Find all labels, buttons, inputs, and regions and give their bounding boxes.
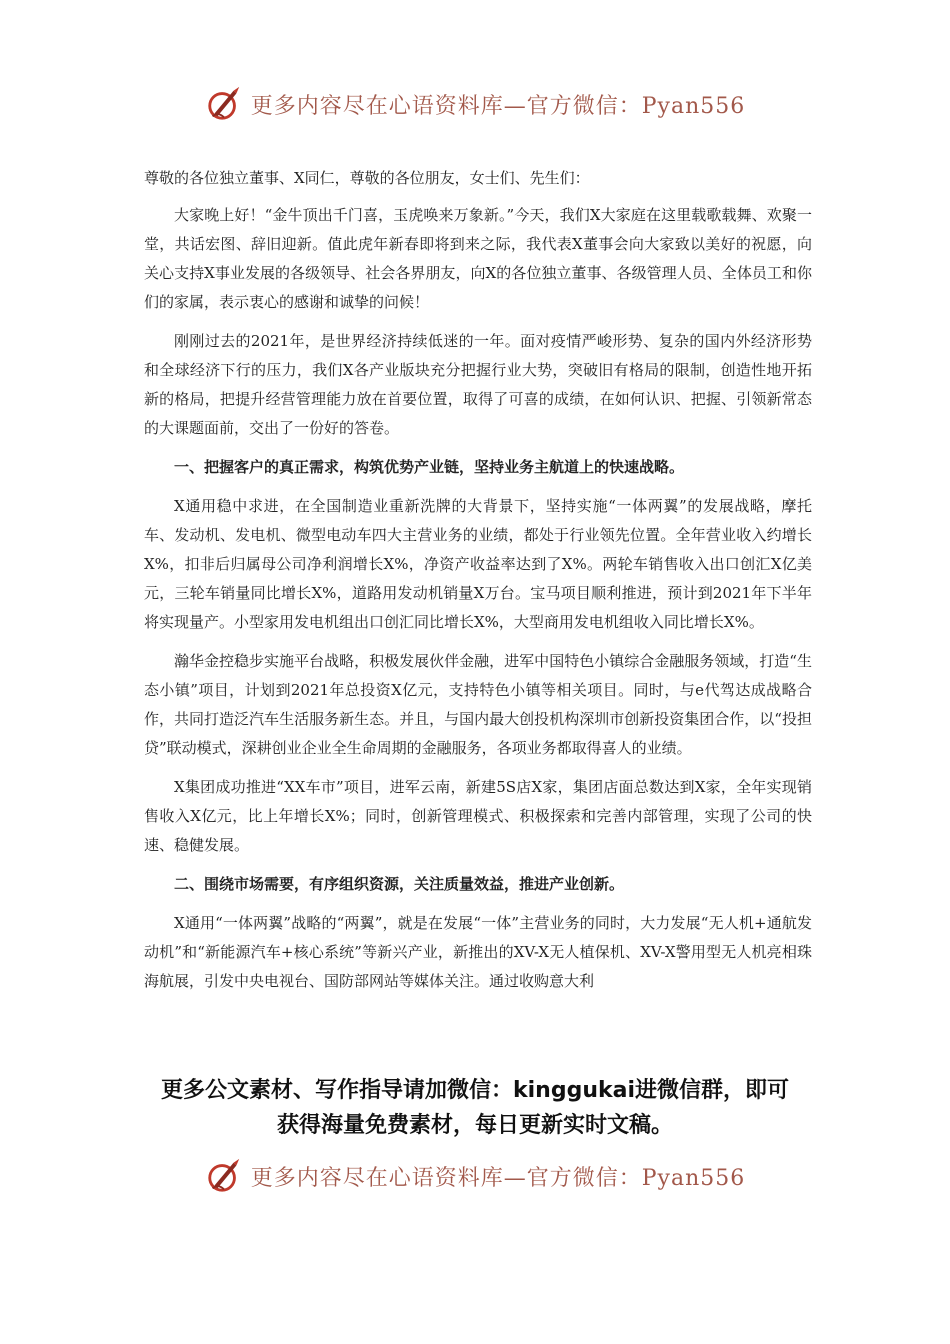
banner-text: 更多内容尽在心语资料库—官方微信：Pyan556 — [250, 93, 746, 119]
paragraph: X通用“一体两翼”战略的“两翼”，就是在发展“一体”主营业务的同时，大力发展“无人机+通航发动机”和“新能源汽车+核心系统”等新兴产业，新推出的XV-X无人植保机、XV-X警用型无人机亮相珠海航展，引发中央电视台、国防部网站等媒体关注。通过收购意大利 — [144, 914, 812, 990]
quill-pen-logo-icon — [205, 1157, 243, 1195]
document-body — [144, 164, 812, 1006]
banner-text: 更多内容尽在心语资料库—官方微信：Pyan556 — [250, 1165, 746, 1191]
paragraph: X通用稳中求进，在全国制造业重新洗牌的大背景下，坚持实施“一体两翼”的发展战略，摩托车、发动机、发电机、微型电动车四大主营业务的业绩，都处于行业领先位置。全年营业收入约增长X%，扣非后归属母公司净利润增长X%，净资产收益率达到了X%。两轮车销售收入出口创汇X亿美元，三轮车销量同比增长X%，道路用发动机销量X万台。宝马项目顺利推进，预计到2021年下半年将实现量产。小型家用发电机组出口创汇同比增长X%，大型商用发电机组收入同比增长X%。 — [144, 497, 812, 631]
promo-line: 更多公文素材、写作指导请加微信：kinggukai进微信群，即可 — [160, 1078, 789, 1103]
promo-line: 获得海量免费素材，每日更新实时文稿。 — [276, 1113, 673, 1138]
section-heading: 一、把握客户的真正需求，构筑优势产业链，坚持业务主航道上的快速战略。 — [174, 458, 685, 476]
quill-pen-logo-icon — [205, 85, 243, 123]
paragraph: 刚刚过去的2021年，是世界经济持续低迷的一年。面对疫情严峻形势、复杂的国内外经济形势和全球经济下行的压力，我们X各产业版块充分把握行业大势，突破旧有格局的限制，创造性地开拓新的格局，把提升经营管理能力放在首要位置，取得了可喜的成绩，在如何认识、把握、引领新常态的大课题面前，交出了一份好的答卷。 — [144, 332, 812, 437]
section-heading: 二、围绕市场需要，有序组织资源，关注质量效益，推进产业创新。 — [174, 875, 625, 893]
paragraph: 大家晚上好！“金牛顶出千门喜，玉虎唤来万象新。”今天，我们X大家庭在这里载歌载舞、欢聚一堂，共话宏图、辞旧迎新。值此虎年新春即将到来之际，我代表X董事会向大家致以美好的祝愿，向关心支持X事业发展的各级领导、社会各界朋友，向X的各位独立董事、各级管理人员、全体员工和你们的家属，表示衷心的感谢和诚挚的问候！ — [144, 206, 812, 311]
paragraph: X集团成功推进“XX车市”项目，进军云南，新建5S店X家，集团店面总数达到X家，全年实现销售收入X亿元，比上年增长X%；同时，创新管理模式、积极探索和完善内部管理，实现了公司的快速、稳健发展。 — [144, 778, 812, 854]
footer-banner — [0, 1146, 950, 1206]
header-banner — [0, 74, 950, 134]
paragraph: 瀚华金控稳步实施平台战略，积极发展伙伴金融，进军中国特色小镇综合金融服务领域，打造“生态小镇”项目，计划到2021年总投资X亿元，支持特色小镇等相关项目。同时，与e代驾达成战略合作，共同打造泛汽车生活服务新生态。并且，与国内最大创投机构深圳市创新投资集团合作，以“投担贷”联动模式，深耕创业企业全生命周期的金融服务，各项业务都取得喜人的业绩。 — [144, 652, 812, 757]
salutation: 尊敬的各位独立董事、X同仁，尊敬的各位朋友，女士们、先生们： — [144, 169, 590, 187]
promo-notice — [120, 1073, 830, 1143]
